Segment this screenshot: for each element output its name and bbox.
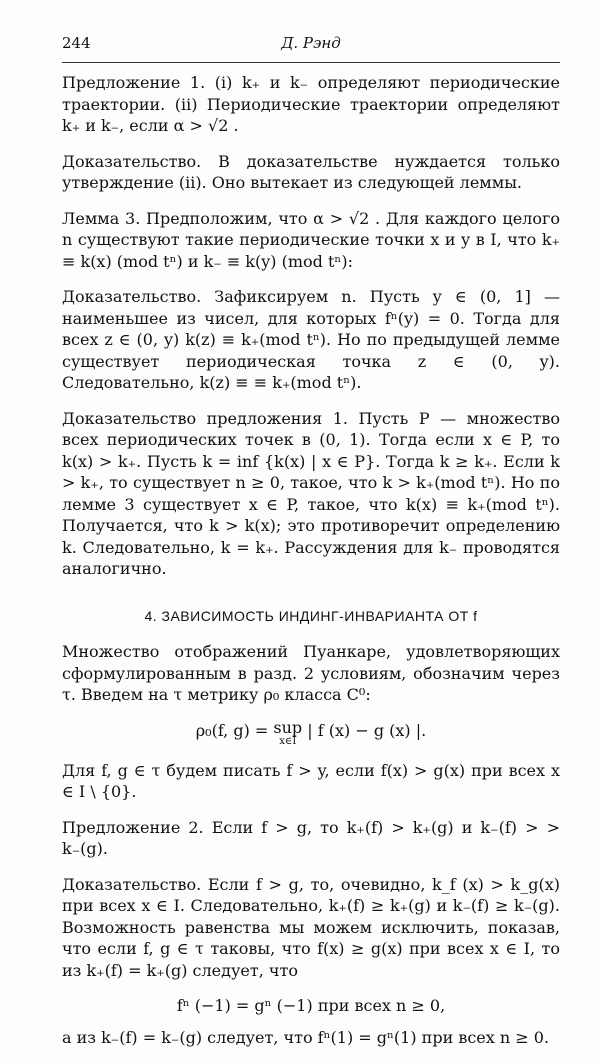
sup-operator <box>273 717 303 750</box>
formula-right: | f (x) − g (x) |. <box>307 720 427 740</box>
proposition-2: Предложение 2. Если f > g, то k₊(f) > k₊(g) и k₋(f) > > k₋(g). <box>62 817 560 858</box>
page-body <box>62 72 560 1062</box>
page-number: 244 <box>62 34 91 52</box>
iterate-formula: fⁿ (−1) = gⁿ (−1) при всех n ≥ 0, <box>176 996 446 1015</box>
set-intro: Множество отображений Пуанкаре, удовлетворяющих сформулированным в разд. 2 условиям, обозначим через τ. Введем на τ метрику ρ₀ класса C⁰: <box>62 642 560 704</box>
lemma-3: Лемма 3. Предположим, что α > √2 . Для каждого целого n существуют такие периодические точки x и y в I, что k₊ ≡ k(x) (mod tⁿ) и k₋ ≡ k(y) (mod tⁿ): <box>62 208 561 271</box>
proof-proposition-1: Доказательство предложения 1. Пусть P — множество всех периодических точек в (0, 1). Тогда если x ∈ P, то k(x) > k₊. Пусть k = inf {k(x) | x ∈ P}. Тогда k ≥ k₊. Если k > k₊, то существует n ≥ 0, такое, что k > k₊(mod tⁿ). Но по лемме 3 существует x ∈ P, такое, что k(x) ≡ k₊(mod tⁿ). Получается, что k > k(x); это противоречит определению k. Следовательно, k = k₊. Рассуждения для k₋ проводятся аналогично. <box>62 408 560 578</box>
proof-proposition-2: Доказательство. Если f > g, то, очевидно, k_f (x) > k_g(x) при всех x ∈ I. Следовательно, k₊(f) ≥ k₊(g) и k₋(f) ≥ k₋(g). Возможность равенства мы можем исключить, показав, что если f, g ∈ τ таковы, что f(x) ≥ g(x) при всех x ∈ I, то из k₊(f) = k₊(g) следует, что <box>62 874 560 980</box>
running-author: Д. Рэнд <box>281 34 341 52</box>
header-rule <box>62 62 560 63</box>
sup-subscript: x∈I <box>279 735 297 747</box>
sup-text: sup <box>273 717 303 737</box>
formula-left: ρ₀(f, g) = <box>195 720 269 740</box>
running-header <box>62 34 560 58</box>
proof-lemma-3: Доказательство. Зафиксируем n. Пусть y ∈ (0, 1] — наименьшее из чисел, для которых fⁿ(y) = 0. Тогда для всех z ∈ (0, y) k(z) ≡ k₊(mod tⁿ). Но по предыдущей лемме существует периодическая точка z ∈ (0, y). Следовательно, k(z) ≡ ≡ k₊(mod tⁿ). <box>62 287 560 392</box>
section-heading: 4. ЗАВИСИМОСТЬ ИНДИНГ-ИНВАРИАНТА ОТ f <box>144 607 478 624</box>
proof-proposition-1-intro: Доказательство. В доказательстве нуждается только утверждение (ii). Оно вытекает из следующей леммы. <box>62 151 560 192</box>
order-definition: Для f, g ∈ τ будем писать f > y, если f(x) > g(x) при всех x ∈ I \ {0}. <box>62 760 560 801</box>
metric-formula <box>62 717 560 750</box>
proposition-1: Предложение 1. (i) k₊ и k₋ определяют периодические траектории. (ii) Периодические траектории определяют k₊ и k₋, если α > √2 . <box>62 73 560 135</box>
final-line: а из k₋(f) = k₋(g) следует, что fⁿ(1) = gⁿ(1) при всех n ≥ 0. <box>62 1027 550 1047</box>
